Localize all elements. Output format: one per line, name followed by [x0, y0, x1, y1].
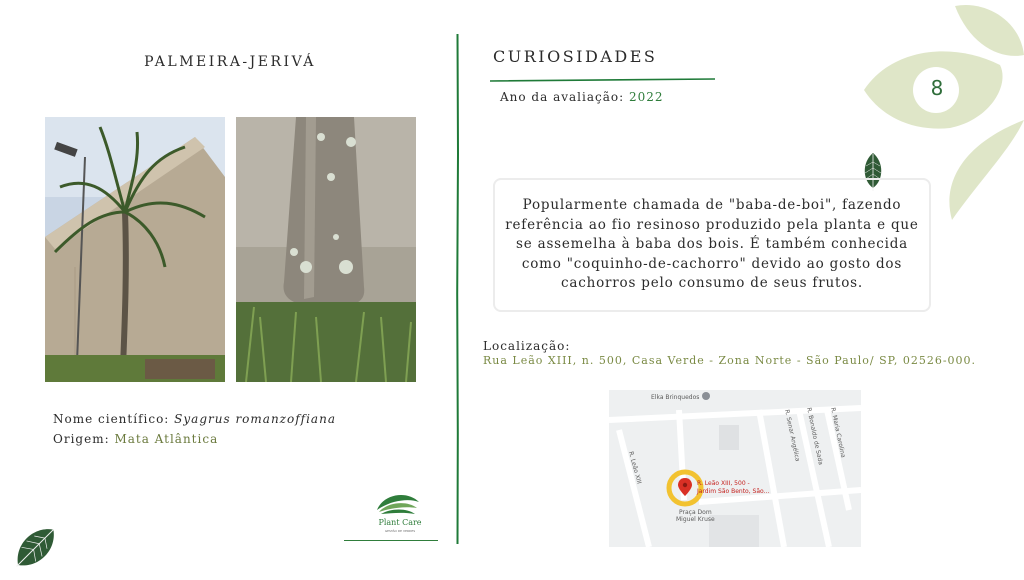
section-underline: [490, 68, 715, 74]
scientific-name-line: [53, 412, 336, 426]
trunk-photo: [236, 117, 416, 382]
logo-name: Plant Care: [378, 518, 422, 527]
section-title: CURIOSIDADES: [493, 47, 658, 66]
scientific-name: Syagrus romanzoffiana: [174, 412, 336, 426]
page-number: 8: [930, 76, 944, 100]
map-street-amelia: R. Senar Angélica: [783, 408, 801, 463]
map-pin-label-2: Jardim São Bento, São...: [697, 488, 770, 495]
logo-underline: [344, 540, 438, 541]
map-plaza-label-2: Miguel Kruse: [676, 516, 715, 523]
map-street-maria: R. Maria Carolina: [829, 406, 847, 459]
leaf-bottom-icon: [8, 520, 62, 576]
map-street-leao: R. Leão XIII: [627, 450, 643, 485]
plant-care-logo: [365, 492, 435, 542]
origin-value: Mata Atlântica: [114, 432, 219, 446]
curiosity-text: Popularmente chamada de "baba-de-boi", fazendo referência ao fio resinoso produzido pela planta e que se assemelha à baba dos bois. É também conhecida como "coquinho-de-cachorro" devido ao gosto dos cachorros pelo consumo de seus frutos.: [505, 197, 919, 292]
map-poi-label: Elka Brinquedos: [651, 394, 700, 401]
logo-tagline: GESTÃO DE VERDES: [384, 529, 416, 533]
eval-year: 2022: [628, 90, 664, 104]
location-label: Localização:: [483, 339, 571, 353]
map-street-bonaldo: R. Bonaldo de Sada: [805, 406, 825, 466]
location-address: Rua Leão XIII, n. 500, Casa Verde - Zona Norte - São Paulo/ SP, 02526-000.: [483, 354, 977, 367]
location-map[interactable]: [609, 390, 861, 547]
map-plaza-label-1: Praça Dom: [679, 509, 712, 516]
map-pin-label-1: R. Leão XIII, 500 -: [697, 480, 750, 487]
scientific-label: Nome científico:: [53, 412, 170, 426]
corner-leaves-decoration: [860, 0, 1024, 230]
vertical-divider: [456, 34, 459, 544]
eval-label: Ano da avaliação:: [500, 90, 625, 104]
origin-label: Origem:: [53, 432, 110, 446]
plant-title: PALMEIRA-JERIVÁ: [144, 54, 316, 70]
palm-tree-photo: [45, 117, 225, 382]
evaluation-year-line: [500, 90, 664, 104]
origin-line: [53, 432, 218, 446]
